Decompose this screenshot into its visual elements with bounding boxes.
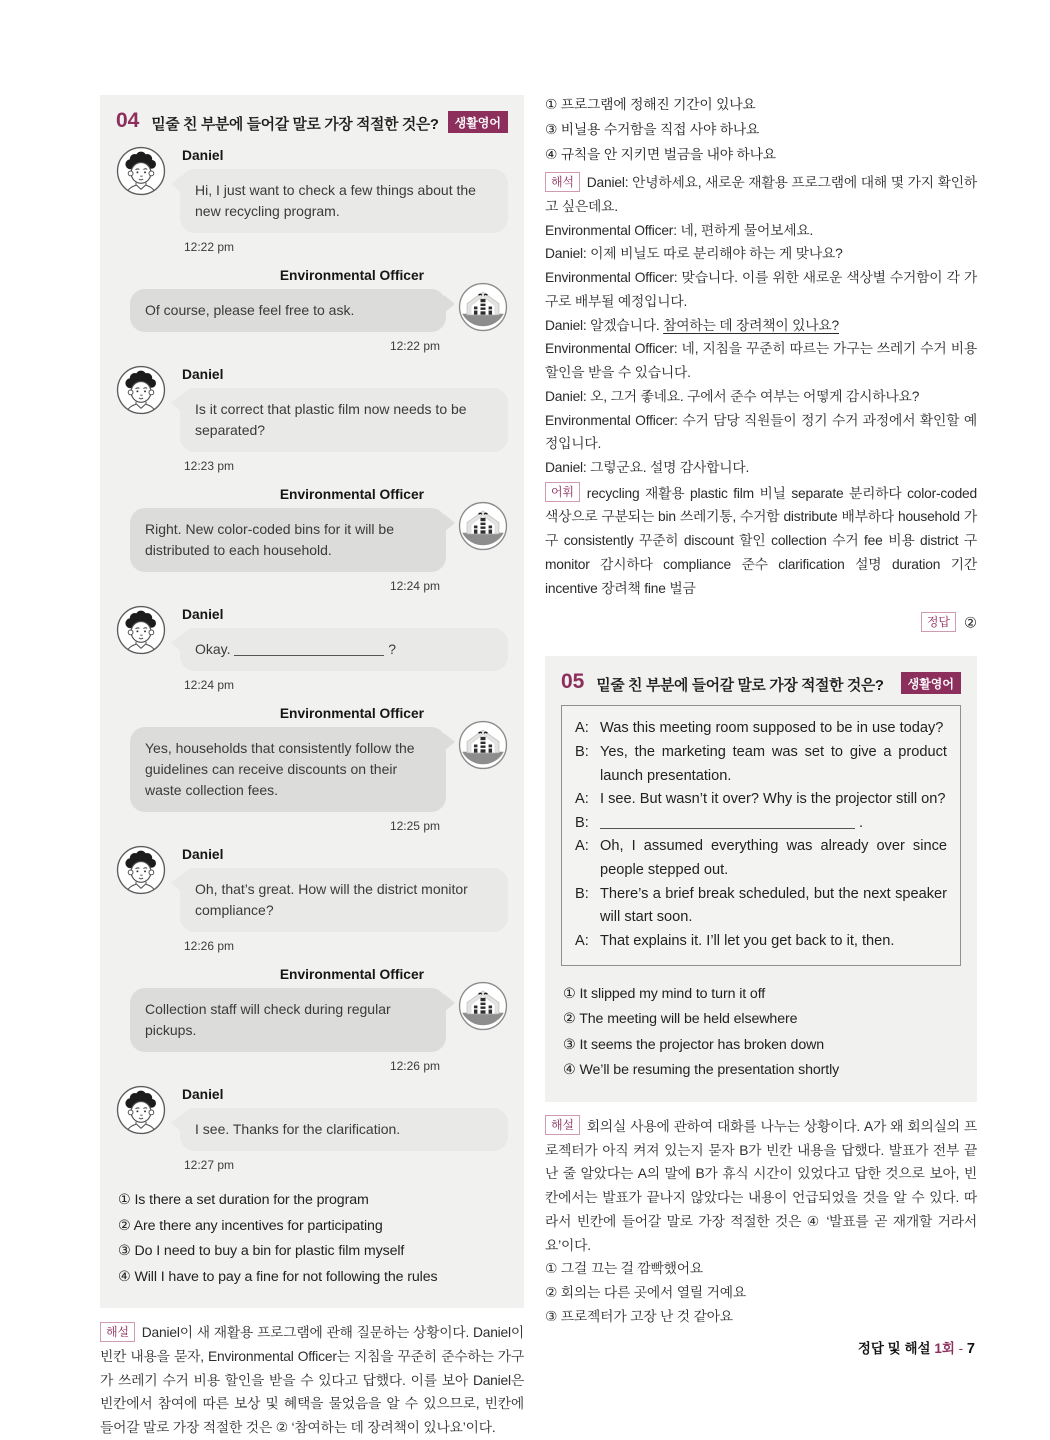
chat-message <box>116 965 508 1073</box>
person-avatar <box>116 365 170 473</box>
dialogue-text: Was this meeting room supposed to be in use today? <box>600 720 944 737</box>
timestamp: 12:23 pm <box>184 459 235 473</box>
translation-line <box>545 314 977 338</box>
translation-line <box>545 385 977 409</box>
blank-suffix: . <box>855 814 864 831</box>
chat-bubble <box>180 1108 508 1151</box>
sender-name: Daniel <box>182 148 224 163</box>
choice-item: ① It slipped my mind to turn it off <box>563 985 766 1002</box>
explanation-tag: 해설 <box>100 1322 135 1342</box>
timestamp: 12:26 pm <box>389 1059 440 1073</box>
topic-badge: 생활영어 <box>448 111 508 133</box>
person-avatar <box>116 146 170 254</box>
choice-translation: ③ 비닐용 수거함을 직접 사야 하나요 <box>545 122 760 138</box>
choice-item: ② Are there any incentives for participating <box>118 1217 383 1234</box>
person-avatar <box>116 845 170 953</box>
question-04-block <box>100 95 524 1308</box>
blank-underline <box>234 642 384 656</box>
chat-message-content <box>180 845 508 953</box>
bubble-text: Yes, households that consistently follow the guidelines can receive discounts on their waste collection fees. <box>145 740 415 798</box>
question-title: 밑줄 친 부분에 들어갈 말로 가장 적절한 것은? <box>596 678 884 695</box>
bubble-text: Oh, that’s great. How will the district monitor compliance? <box>195 881 468 918</box>
timestamp: 12:22 pm <box>184 240 235 254</box>
question-number: 05 <box>561 670 585 694</box>
chat-message-content <box>180 605 508 692</box>
translation-line <box>545 219 977 243</box>
chat-message-content <box>130 965 446 1073</box>
dialogue-box <box>561 705 961 965</box>
speaker-label: B: <box>575 885 589 902</box>
choice-item: ① Is there a set duration for the program <box>118 1192 369 1208</box>
chat-bubble <box>180 388 508 452</box>
building-avatar-icon <box>458 981 508 1031</box>
page-footer <box>858 1337 975 1357</box>
sender-name: Daniel <box>182 847 224 862</box>
alt-translation-line: ② 회의는 다른 곳에서 열릴 거예요 <box>545 1284 746 1300</box>
chat-bubble <box>180 169 508 233</box>
footer-issue: 1회 <box>934 1341 955 1356</box>
choice-translation: ④ 규칙을 안 지키면 벌금을 내야 하나요 <box>545 147 776 163</box>
underlined-answer-phrase: 참여하는 데 장려책이 있나요? <box>663 317 839 333</box>
explanation-text: Daniel이 새 재활용 프로그램에 관해 질문하는 상황이다. Daniel이 빈칸 내용을 묻자, Environmental Officer는 지침을 꾸준히 준수하는 가구가 쓰레기 수거 비용 할인을 받을 수 있다고 답했다. 이를 보아 Daniel은 빈칸에서 참여에 따른 보상 및 혜택을 물었음을 알 수 있으므로, 빈칸에 들어갈 말로 가장 적절한 것은 ② ‘참여하는 데 장려책이 있나요’이다. <box>100 1325 524 1436</box>
q04-translation <box>545 171 977 479</box>
q04-remaining-choice-translations <box>545 92 977 167</box>
vocab-tag: 어휘 <box>545 482 580 502</box>
person-avatar-icon <box>116 146 166 196</box>
question-05-block <box>545 656 977 1102</box>
chat-bubble <box>180 868 508 932</box>
bubble-text: Hi, I just want to check a few things about the new recycling program. <box>195 182 476 219</box>
chat-bubble <box>130 727 446 812</box>
chat-message <box>116 365 508 473</box>
translation-line <box>545 266 977 313</box>
chat-message-content <box>130 485 446 593</box>
question-05-header <box>561 670 961 695</box>
bubble-text: I see. Thanks for the clarification. <box>195 1121 401 1137</box>
building-avatar-icon <box>458 720 508 770</box>
building-avatar <box>454 485 508 593</box>
answer-tag: 정답 <box>921 612 956 632</box>
sender-name: Daniel <box>182 1087 224 1102</box>
chat-message <box>116 146 508 254</box>
person-avatar-icon <box>116 365 166 415</box>
vocab-text: recycling 재활용 plastic film 비닐 separate 분리하다 color-coded 색상으로 구분되는 bin 쓰레기통, 수거함 distribute 배부하다 household 가구 consistently 꾸준히 discount 할인 collection 수거 fee 비용 district 구 monitor 감시하다 compliance 준수 clarification 설명 duration 기간 incentive 장려책 fine 벌금 <box>545 485 977 596</box>
bubble-text: Is it correct that plastic film now needs to be separated? <box>195 401 467 438</box>
q05-explanation <box>545 1115 977 1328</box>
dialogue-text: I see. But wasn’t it over? Why is the projector still on? <box>600 791 946 808</box>
chat-message-content <box>180 365 508 473</box>
translation-text: Daniel: 오, 그거 좋네요. 구에서 준수 여부는 어떻게 감시하나요? <box>545 388 920 404</box>
dialogue-line <box>575 835 947 882</box>
translation-line <box>545 171 977 218</box>
timestamp: 12:26 pm <box>184 939 235 953</box>
building-avatar <box>454 704 508 833</box>
translation-text: Daniel: 안녕하세요, 새로운 재활용 프로그램에 대해 몇 가지 확인하고 싶은데요. <box>545 175 977 215</box>
bubble-text: Right. New color-coded bins for it will be distributed to each household. <box>145 521 394 558</box>
translation-text: Daniel: 그렇군요. 설명 감사합니다. <box>545 459 750 475</box>
choice-item: ④ We’ll be resuming the presentation shortly <box>563 1062 840 1079</box>
chat-message-content <box>180 1085 508 1172</box>
speaker-label: A: <box>575 720 589 737</box>
sender-name: Environmental Officer <box>279 967 424 982</box>
choice-item: ③ Do I need to buy a bin for plastic film myself <box>118 1243 405 1260</box>
blank-underline <box>600 814 855 829</box>
person-avatar-icon <box>116 605 166 655</box>
translation-line <box>545 456 977 480</box>
translation-text: Environmental Officer: 네, 지침을 꾸준히 따르는 가구는 쓰레기 수거 비용 할인을 받을 수 있습니다. <box>545 341 977 381</box>
dialogue-line <box>575 788 947 812</box>
translation-text: Environmental Officer: 네, 편하게 물어보세요. <box>545 222 814 238</box>
q05-alt-translations <box>545 1257 977 1328</box>
sender-name: Environmental Officer <box>279 706 424 721</box>
dialogue-line <box>575 883 947 930</box>
sender-name: Daniel <box>182 607 224 622</box>
chat-message <box>116 845 508 953</box>
footer-page-number: 7 <box>966 1341 975 1357</box>
explanation-text: 회의실 사용에 관하여 대화를 나누는 상황이다. A가 왜 회의실의 프로젝터가 아직 켜져 있는지 묻자 B가 빈칸 내용을 답했다. 발표가 전부 끝난 줄 알았다는 A의 말에 B가 휴식 시간이 있었다고 답한 것으로 보아, 빈칸에서는 발표가 끝나지 않았다는 내용이 언급되었을 것을 알 수 있다. 따라서 빈칸에 들어갈 말로 가장 적절한 것은 ④ ‘발표를 곧 재개할 거라서요’이다. <box>545 1118 977 1253</box>
translation-text: Daniel: 이제 비닐도 따로 분리해야 하는 게 맞나요? <box>545 246 843 262</box>
topic-badge: 생활영어 <box>901 672 961 694</box>
dialogue-line <box>575 741 947 788</box>
chat-bubble <box>180 628 508 671</box>
dialogue-text: Yes, the marketing team was set to give a product launch presentation. <box>600 743 947 784</box>
translation-text: Environmental Officer: 맞습니다. 이를 위한 새로운 색상별 수거함이 각 가구로 배부될 예정입니다. <box>545 270 977 309</box>
choice-item: ③ It seems the projector has broken down <box>563 1036 825 1053</box>
dialogue-text: There’s a brief break scheduled, but the next speaker will start soon. <box>600 885 947 926</box>
sender-name: Environmental Officer <box>279 268 424 283</box>
building-avatar <box>454 266 508 353</box>
speaker-label: B: <box>575 743 589 760</box>
translation-line <box>545 409 977 456</box>
answer-choices <box>116 1188 508 1292</box>
dialogue-line <box>575 717 947 741</box>
alt-translation-line: ③ 프로젝터가 고장 난 것 같아요 <box>545 1308 733 1324</box>
chat-message <box>116 485 508 593</box>
answer-value: ② <box>964 615 977 632</box>
chat-message <box>116 266 508 353</box>
person-avatar-icon <box>116 1085 166 1135</box>
question-title: 밑줄 친 부분에 들어갈 말로 가장 적절한 것은? <box>151 117 439 133</box>
speaker-label: A: <box>575 791 589 808</box>
building-avatar-icon <box>458 282 508 332</box>
q04-vocab <box>545 482 977 601</box>
chat-thread <box>116 146 508 1172</box>
choice-item: ④ Will I have to pay a fine for not following the rules <box>118 1268 438 1285</box>
sender-name: Daniel <box>182 367 224 382</box>
translation-tag: 해석 <box>545 172 580 192</box>
explanation-tag: 해설 <box>545 1115 580 1135</box>
q04-answer-line <box>545 612 977 632</box>
bubble-text: Collection staff will check during regular pickups. <box>145 1001 391 1038</box>
dialogue-text: Oh, I assumed everything was already over since people stepped out. <box>600 838 947 879</box>
chat-message-content <box>130 266 446 353</box>
dialogue-text: That explains it. I’ll let you get back to it, then. <box>600 933 895 950</box>
timestamp: 12:24 pm <box>184 678 235 692</box>
answer-choices <box>561 982 961 1086</box>
dialogue-text <box>600 812 947 836</box>
chat-bubble <box>130 508 446 572</box>
bubble-text: Okay. <box>195 641 235 657</box>
right-column <box>545 92 977 1328</box>
dialogue-line <box>575 812 947 836</box>
speaker-label: A: <box>575 838 589 855</box>
timestamp: 12:25 pm <box>389 819 440 833</box>
translation-text: Environmental Officer: 수거 담당 직원들이 정기 수거 과정에서 확인할 예정입니다. <box>545 412 977 452</box>
person-avatar <box>116 605 170 692</box>
blank-suffix: ? <box>384 641 397 657</box>
chat-bubble <box>130 289 446 332</box>
building-avatar-icon <box>458 501 508 551</box>
dialogue-line <box>575 930 947 954</box>
q04-explanation <box>100 1321 524 1440</box>
timestamp: 12:27 pm <box>184 1158 235 1172</box>
chat-message <box>116 1085 508 1172</box>
question-number: 04 <box>116 109 140 132</box>
chat-bubble <box>130 988 446 1052</box>
footer-label: 정답 및 해설 <box>857 1341 931 1356</box>
chat-message <box>116 605 508 692</box>
person-avatar-icon <box>116 845 166 895</box>
chat-message-content <box>130 704 446 833</box>
translation-line <box>545 337 977 384</box>
speaker-label: B: <box>575 814 589 831</box>
alt-translation-line: ① 그걸 끄는 걸 깜빡했어요 <box>545 1261 703 1277</box>
bubble-text: Of course, please feel free to ask. <box>145 302 355 318</box>
sender-name: Environmental Officer <box>279 487 424 502</box>
building-avatar <box>454 965 508 1073</box>
timestamp: 12:24 pm <box>389 579 440 593</box>
chat-message <box>116 704 508 833</box>
left-column <box>100 95 524 1440</box>
speaker-label: A: <box>575 933 589 950</box>
translation-text: Daniel: 알겠습니다. <box>545 317 664 333</box>
chat-message-content <box>180 146 508 254</box>
choice-translation: ① 프로그램에 정해진 기간이 있나요 <box>545 97 756 112</box>
timestamp: 12:22 pm <box>389 339 440 353</box>
person-avatar <box>116 1085 170 1172</box>
choice-item: ② The meeting will be held elsewhere <box>563 1011 798 1028</box>
footer-separator: - <box>958 1341 964 1356</box>
question-04-header <box>116 109 508 134</box>
translation-line <box>545 242 977 266</box>
